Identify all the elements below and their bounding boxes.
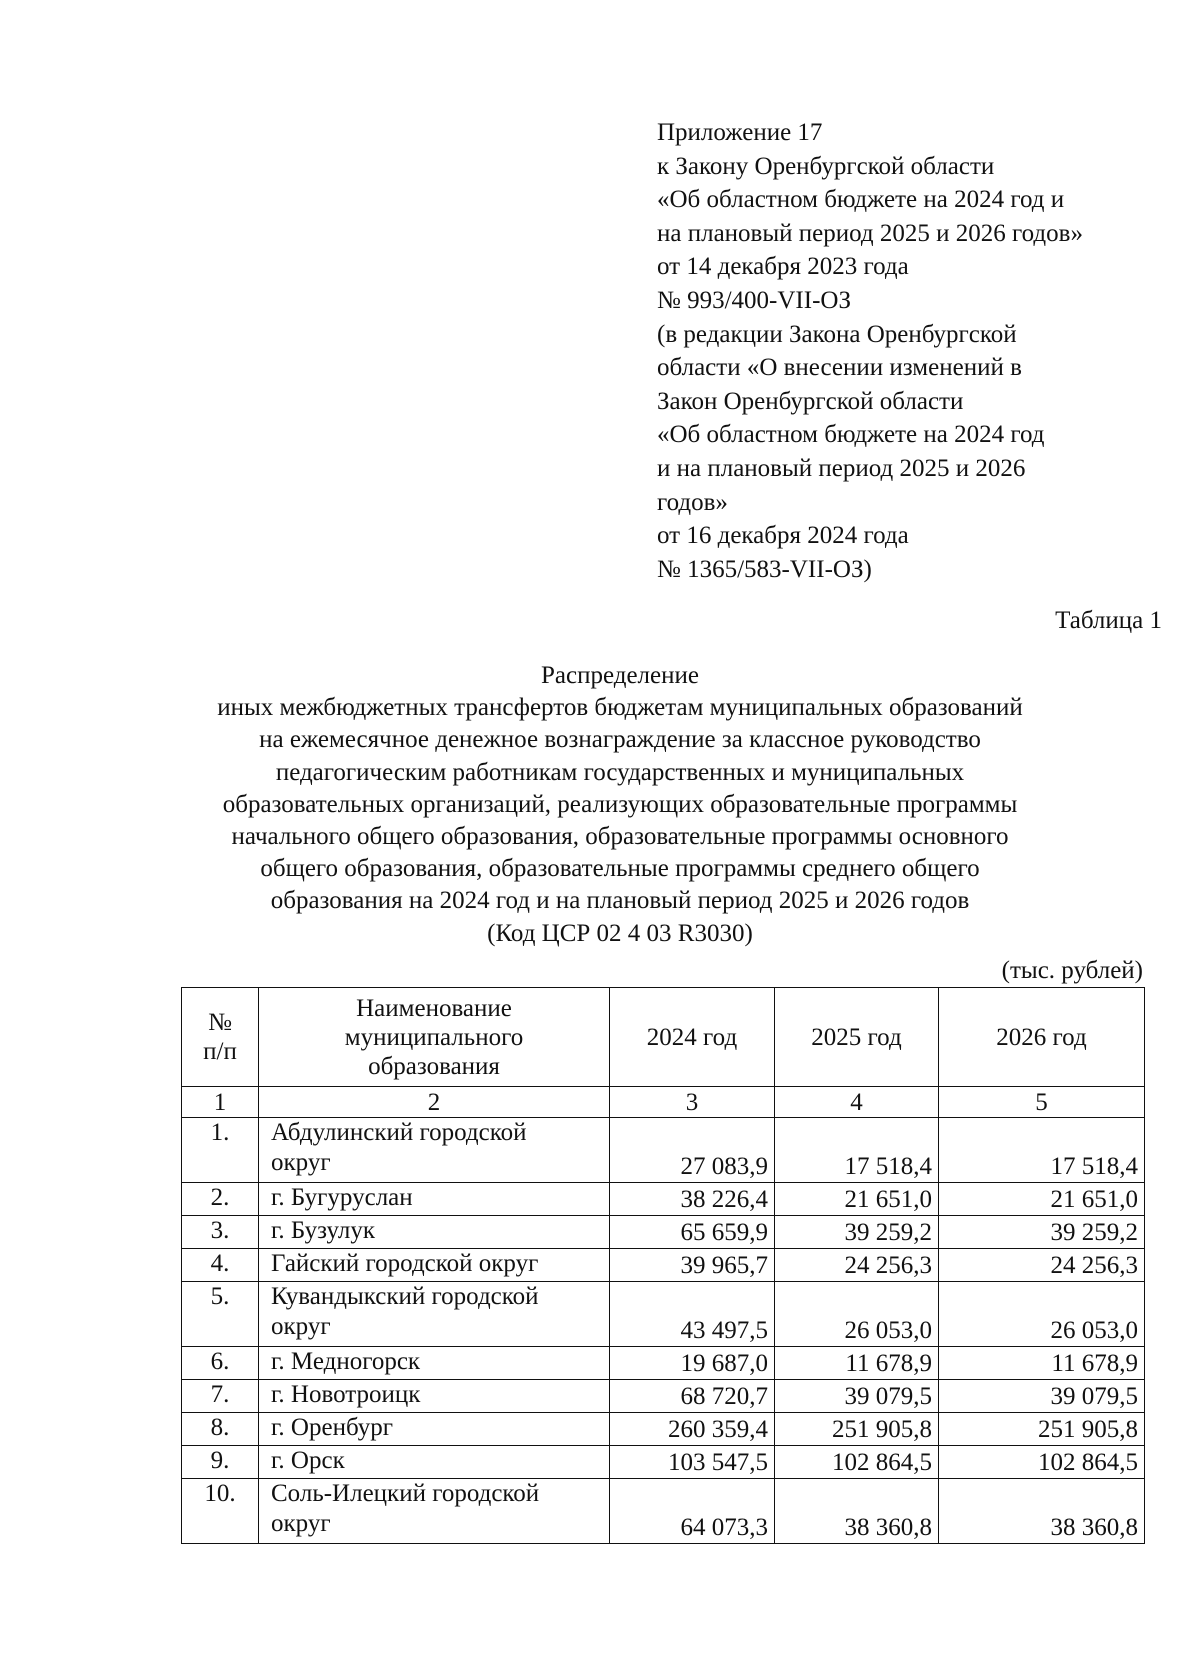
value-2025: 11 678,9 <box>775 1347 939 1380</box>
municipality-name: г. Оренбург <box>259 1413 610 1446</box>
annex-line: и на плановый период 2025 и 2026 <box>657 454 1026 482</box>
distribution-table <box>181 987 1145 1544</box>
value-2024: 38 226,4 <box>610 1183 775 1216</box>
table-row <box>182 1347 1145 1380</box>
value-2024: 43 497,5 <box>610 1282 775 1347</box>
annex-line: области «О внесении изменений в <box>657 354 1022 382</box>
municipality-name: Кувандыкский городской округ <box>259 1282 610 1347</box>
table-row <box>182 1446 1145 1479</box>
annex-line: № 993/400-VII-ОЗ <box>657 286 851 314</box>
municipality-name: г. Медногорск <box>259 1347 610 1380</box>
value-2026: 102 864,5 <box>939 1446 1145 1479</box>
header-2024: 2024 год <box>610 988 775 1087</box>
value-2026: 11 678,9 <box>939 1347 1145 1380</box>
value-2025: 39 079,5 <box>775 1380 939 1413</box>
title-line: начального общего образования, образовательные программы основного <box>231 823 1009 851</box>
annex-line: к Закону Оренбургской области <box>657 152 995 180</box>
table-row <box>182 1413 1145 1446</box>
municipality-name: Соль-Илецкий городской округ <box>259 1479 610 1544</box>
value-2024: 64 073,3 <box>610 1479 775 1544</box>
value-2025: 102 864,5 <box>775 1446 939 1479</box>
table-row <box>182 1282 1145 1347</box>
value-2026: 39 079,5 <box>939 1380 1145 1413</box>
table-row <box>182 1479 1145 1544</box>
municipality-name: Гайский городской округ <box>259 1249 610 1282</box>
value-2026: 21 651,0 <box>939 1183 1145 1216</box>
annex-line: «Об областном бюджете на 2024 год <box>657 421 1045 449</box>
value-2024: 27 083,9 <box>610 1118 775 1183</box>
row-number: 2. <box>182 1183 259 1216</box>
value-2025: 17 518,4 <box>775 1118 939 1183</box>
header-municipality: Наименование муниципального образования <box>259 988 610 1087</box>
column-number: 1 <box>182 1087 259 1118</box>
row-number: 7. <box>182 1380 259 1413</box>
title-line: на ежемесячное денежное вознаграждение за классное руководство <box>259 726 981 754</box>
value-2025: 251 905,8 <box>775 1413 939 1446</box>
municipality-name: г. Новотроицк <box>259 1380 610 1413</box>
municipality-name: г. Бузулук <box>259 1216 610 1249</box>
column-number: 2 <box>259 1087 610 1118</box>
table-row <box>182 1183 1145 1216</box>
value-2025: 26 053,0 <box>775 1282 939 1347</box>
title-line: Распределение <box>541 662 699 689</box>
value-2026: 39 259,2 <box>939 1216 1145 1249</box>
row-number: 10. <box>182 1479 259 1544</box>
value-2024: 19 687,0 <box>610 1347 775 1380</box>
annex-line: № 1365/583-VII-ОЗ) <box>657 555 872 583</box>
annex-header <box>657 116 1177 586</box>
table-row <box>182 1118 1145 1183</box>
row-number: 9. <box>182 1446 259 1479</box>
value-2026: 38 360,8 <box>939 1479 1145 1544</box>
annex-line: Приложение 17 <box>657 119 823 146</box>
title-line: (Код ЦСР 02 4 03 R3030) <box>487 919 753 947</box>
table-row <box>182 1249 1145 1282</box>
value-2024: 65 659,9 <box>610 1216 775 1249</box>
row-number: 1. <box>182 1118 259 1183</box>
row-number: 5. <box>182 1282 259 1347</box>
row-number: 8. <box>182 1413 259 1446</box>
annex-line: на плановый период 2025 и 2026 годов» <box>657 219 1083 247</box>
table-row <box>182 1380 1145 1413</box>
value-2024: 260 359,4 <box>610 1413 775 1446</box>
table-label: Таблица 1 <box>1055 607 1162 634</box>
column-number: 5 <box>939 1087 1145 1118</box>
value-2026: 251 905,8 <box>939 1413 1145 1446</box>
municipality-name: г. Бугуруслан <box>259 1183 610 1216</box>
table-row <box>182 1216 1145 1249</box>
column-number: 3 <box>610 1087 775 1118</box>
value-2024: 68 720,7 <box>610 1380 775 1413</box>
value-2025: 38 360,8 <box>775 1479 939 1544</box>
value-2026: 26 053,0 <box>939 1282 1145 1347</box>
row-number: 6. <box>182 1347 259 1380</box>
value-2025: 21 651,0 <box>775 1183 939 1216</box>
title-line: общего образования, образовательные программы среднего общего <box>260 855 980 883</box>
municipality-name: Абдулинский городской округ <box>259 1118 610 1183</box>
header-2026: 2026 год <box>939 988 1145 1087</box>
document-title <box>180 660 1060 950</box>
units-label: (тыс. рублей) <box>1001 957 1143 984</box>
row-number: 4. <box>182 1249 259 1282</box>
annex-line: Закон Оренбургской области <box>657 387 964 415</box>
annex-line: от 16 декабря 2024 года <box>657 522 909 550</box>
table-header-row <box>182 988 1145 1087</box>
title-line: образовательных организаций, реализующих образовательные программы <box>222 790 1018 818</box>
row-number: 3. <box>182 1216 259 1249</box>
title-line: образования на 2024 год и на плановый период 2025 и 2026 годов <box>270 887 970 915</box>
title-line: иных межбюджетных трансфертов бюджетам муниципальных образований <box>217 694 1023 722</box>
value-2025: 24 256,3 <box>775 1249 939 1282</box>
value-2026: 24 256,3 <box>939 1249 1145 1282</box>
value-2024: 103 547,5 <box>610 1446 775 1479</box>
value-2025: 39 259,2 <box>775 1216 939 1249</box>
annex-line: (в редакции Закона Оренбургской <box>657 320 1017 348</box>
header-number: № п/п <box>182 988 259 1087</box>
column-number-row <box>182 1087 1145 1118</box>
header-2025: 2025 год <box>775 988 939 1087</box>
value-2026: 17 518,4 <box>939 1118 1145 1183</box>
column-number: 4 <box>775 1087 939 1118</box>
municipality-name: г. Орск <box>259 1446 610 1479</box>
value-2024: 39 965,7 <box>610 1249 775 1282</box>
annex-line: от 14 декабря 2023 года <box>657 253 909 281</box>
title-line: педагогическим работникам государственных и муниципальных <box>275 758 965 786</box>
annex-line: годов» <box>657 488 728 516</box>
annex-line: «Об областном бюджете на 2024 год и <box>657 186 1065 214</box>
